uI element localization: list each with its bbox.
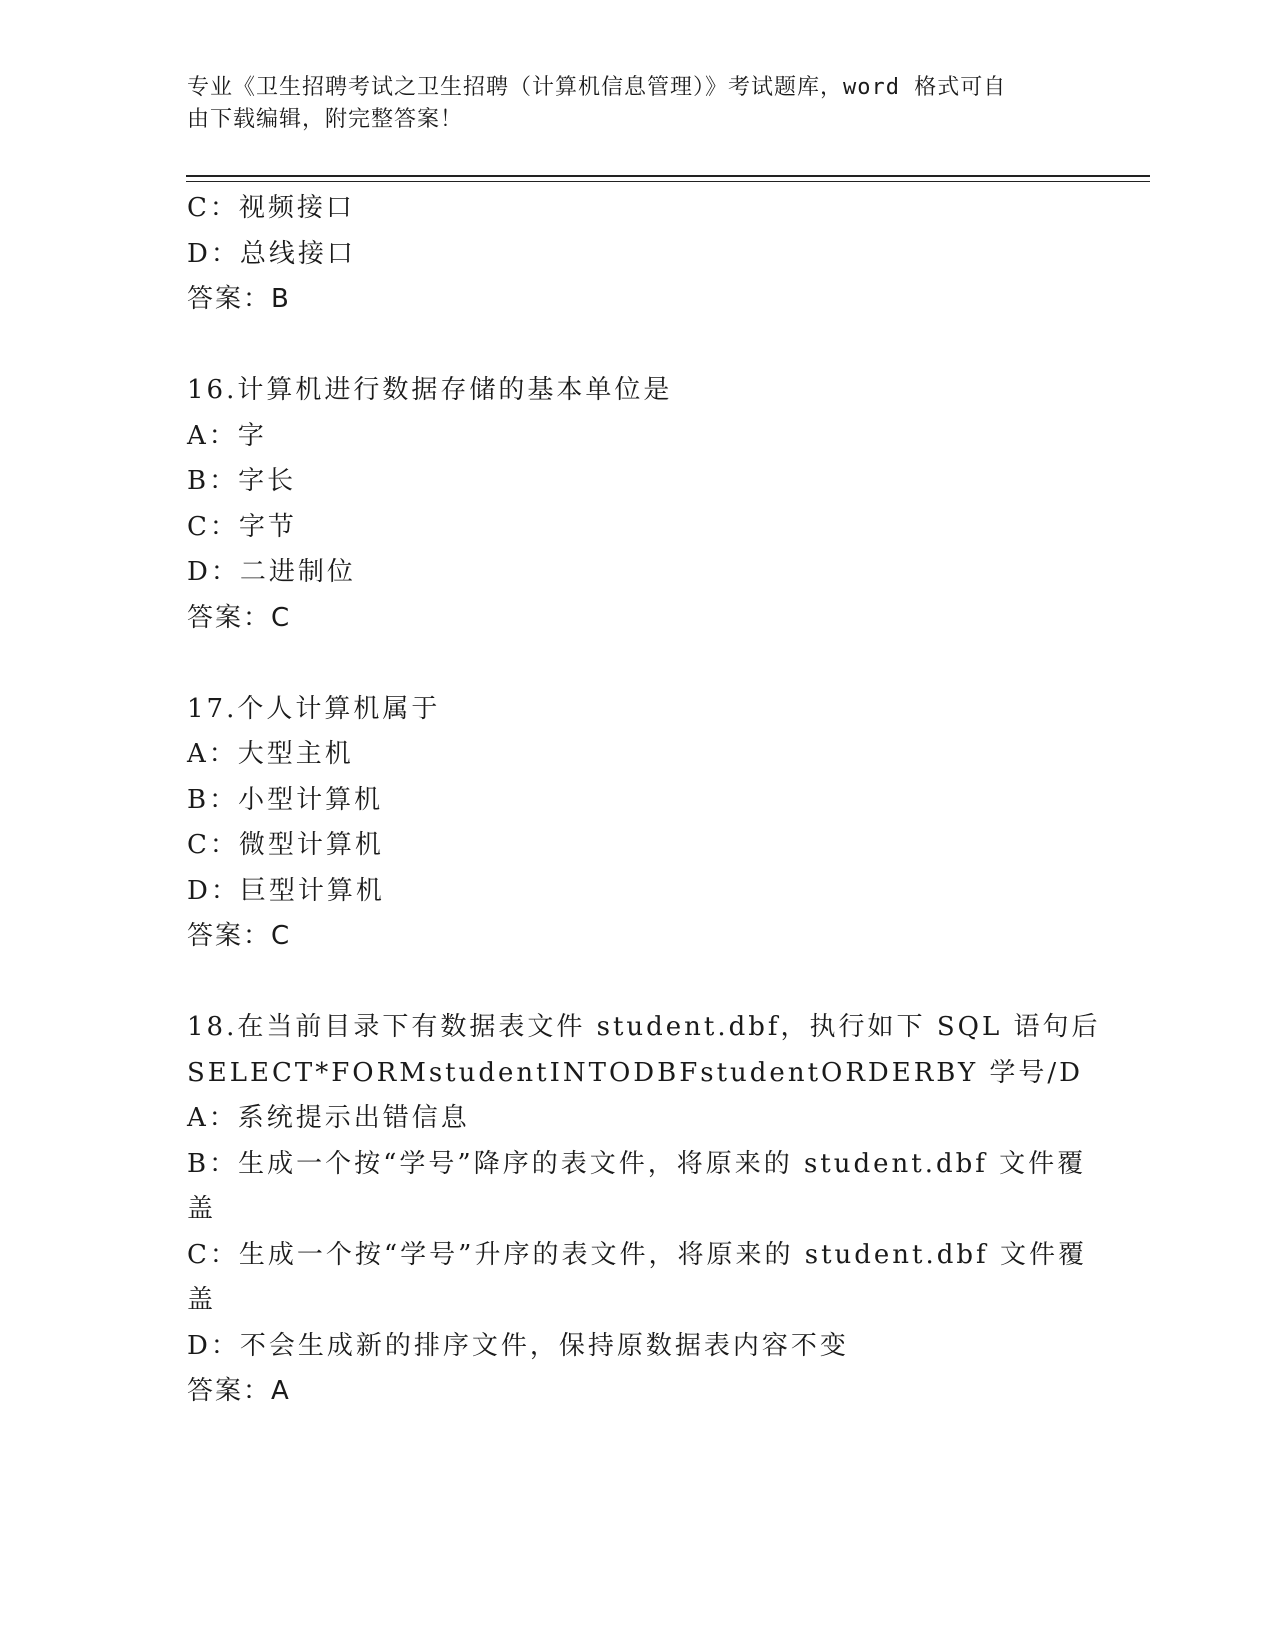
header-line-1: 专业《卫生招聘考试之卫生招聘（计算机信息管理）》考试题库，word 格式可自 xyxy=(187,75,1007,100)
header-divider-thin xyxy=(186,181,1150,182)
answer-line: 答案：C xyxy=(187,921,292,951)
answer-line: 答案：C xyxy=(187,602,292,633)
option-d: D：二进制位 xyxy=(187,557,356,587)
option-b: B：生成一个按“学号”降序的表文件，将原来的 student.dbf 文件覆 xyxy=(187,1148,1087,1179)
option-d: D：不会生成新的排序文件，保持原数据表内容不变 xyxy=(187,1330,849,1361)
option-d: D：巨型计算机 xyxy=(187,875,385,906)
option-b-continuation: 盖 xyxy=(187,1194,217,1224)
option-a: A：字 xyxy=(187,420,267,451)
option-c: C：生成一个按“学号”升序的表文件，将原来的 student.dbf 文件覆 xyxy=(187,1239,1087,1270)
spacer xyxy=(187,960,1087,1006)
option-c-continuation: 盖 xyxy=(187,1285,217,1315)
option-a: A：系统提示出错信息 xyxy=(187,1103,470,1133)
answer-line: 答案：A xyxy=(187,1376,291,1406)
question-stem: 18.在当前目录下有数据表文件 student.dbf，执行如下 SQL 语句后 xyxy=(187,1012,1101,1042)
document-header xyxy=(187,72,1087,136)
answer-line: 答案：B xyxy=(187,284,291,314)
option-b: B：小型计算机 xyxy=(187,784,384,815)
spacer xyxy=(187,641,1087,687)
question-list xyxy=(187,186,1101,1415)
question-stem: 16.计算机进行数据存储的基本单位是 xyxy=(187,375,673,405)
option-d: D：总线接口 xyxy=(187,238,356,269)
question-17 xyxy=(187,687,1087,960)
option-b: B：字长 xyxy=(187,466,297,496)
option-a: A：大型主机 xyxy=(187,739,354,769)
option-c: C：视频接口 xyxy=(187,193,355,223)
option-c: C：字节 xyxy=(187,511,297,542)
question-stem-sql: SELECT*FORMstudentINTODBFstudentORDERBY 学号/D xyxy=(187,1057,1083,1088)
continued-question xyxy=(187,186,1087,323)
option-c: C：微型计算机 xyxy=(187,830,384,860)
question-18 xyxy=(187,1005,1101,1415)
question-stem: 17.个人计算机属于 xyxy=(187,693,441,724)
header-line-2: 由下载编辑，附完整答案！ xyxy=(187,107,464,132)
question-16 xyxy=(187,368,1087,641)
spacer xyxy=(187,323,1087,369)
header-divider-thick xyxy=(186,175,1150,177)
